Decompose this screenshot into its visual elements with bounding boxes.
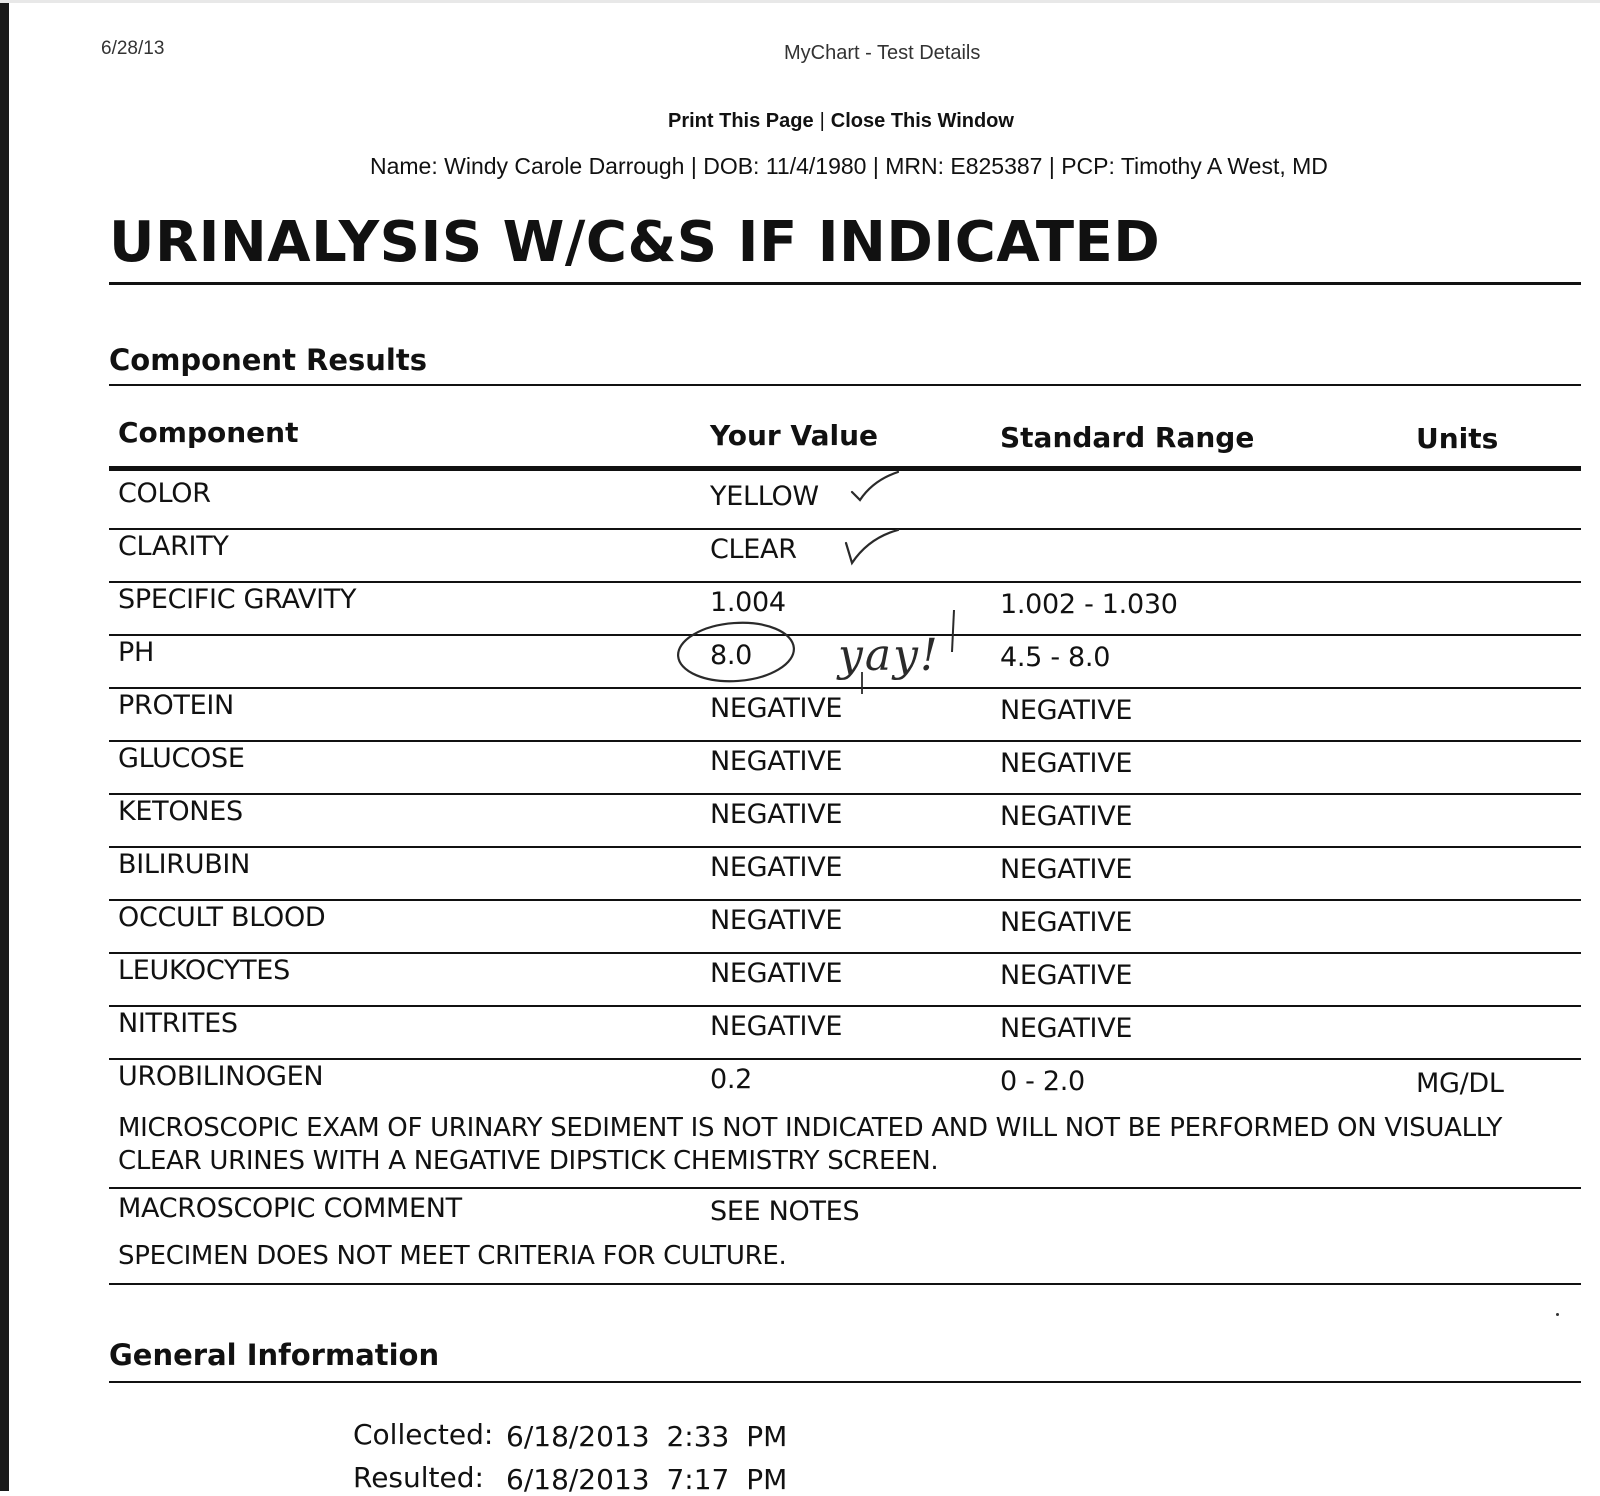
close-window-link[interactable]: Close This Window	[830, 110, 1014, 132]
row-units: MG/DL	[1416, 1068, 1504, 1099]
general-rule	[109, 1381, 1581, 1383]
row-component: CLARITY	[118, 531, 229, 562]
patient-info: Name: Windy Carole Darrough | DOB: 11/4/1980 | MRN: E825387 | PCP: Timothy A West, MD	[370, 153, 1328, 179]
row-value: NEGATIVE	[710, 1011, 843, 1042]
row-value: NEGATIVE	[710, 958, 843, 989]
resulted-label: Resulted:	[353, 1461, 484, 1494]
row-divider	[109, 687, 1581, 689]
row-divider	[109, 1187, 1581, 1189]
scan-edge	[0, 0, 9, 1491]
col-header-range: Standard Range	[1000, 421, 1255, 454]
row-component: PROTEIN	[118, 690, 234, 721]
row-component: OCCULT BLOOD	[118, 902, 326, 933]
print-date: 6/28/13	[101, 38, 165, 59]
row-range: NEGATIVE	[1000, 1013, 1133, 1044]
macroscopic-component: MACROSCOPIC COMMENT	[118, 1193, 462, 1224]
row-divider	[109, 793, 1581, 795]
row-component: KETONES	[118, 796, 243, 827]
row-divider	[109, 581, 1581, 583]
row-component: UROBILINOGEN	[118, 1061, 324, 1092]
row-value: CLEAR	[710, 534, 797, 565]
handwritten-note: yay!	[838, 630, 940, 681]
row-value: YELLOW	[710, 481, 819, 512]
row-divider	[109, 1005, 1581, 1007]
scan-top-edge	[0, 0, 1600, 3]
row-value: 0.2	[710, 1064, 753, 1095]
row-range: 1.002 - 1.030	[1000, 589, 1178, 620]
collected-value: 6/18/2013 2:33 PM	[506, 1420, 788, 1453]
specimen-note: SPECIMEN DOES NOT MEET CRITERIA FOR CULTURE.	[118, 1241, 787, 1271]
row-divider	[109, 846, 1581, 848]
row-value: NEGATIVE	[710, 852, 843, 883]
col-header-component: Component	[118, 416, 299, 449]
page-actions	[668, 110, 1014, 133]
row-value: NEGATIVE	[710, 693, 843, 724]
macroscopic-value: SEE NOTES	[710, 1196, 860, 1227]
row-value: 8.0	[710, 640, 753, 671]
results-end-rule	[109, 1283, 1581, 1285]
collected-label: Collected:	[353, 1418, 494, 1451]
row-range: NEGATIVE	[1000, 907, 1133, 938]
row-range: NEGATIVE	[1000, 801, 1133, 832]
general-information-heading: General Information	[109, 1338, 440, 1372]
row-value: NEGATIVE	[710, 905, 843, 936]
row-divider	[109, 899, 1581, 901]
row-range: NEGATIVE	[1000, 748, 1133, 779]
print-title: MyChart - Test Details	[784, 42, 981, 64]
row-divider	[109, 952, 1581, 954]
header-rule	[109, 466, 1581, 471]
actions-separator: |	[819, 110, 825, 132]
row-divider	[109, 634, 1581, 636]
row-divider	[109, 528, 1581, 530]
print-page-link[interactable]: Print This Page	[668, 110, 814, 132]
row-range: NEGATIVE	[1000, 854, 1133, 885]
row-value: 1.004	[710, 587, 786, 618]
resulted-value: 6/18/2013 7:17 PM	[506, 1463, 788, 1496]
page-title: URINALYSIS W/C&S IF INDICATED	[109, 210, 1161, 275]
component-results-heading: Component Results	[109, 343, 427, 377]
row-component: SPECIFIC GRAVITY	[118, 584, 357, 615]
row-component: BILIRUBIN	[118, 849, 250, 880]
row-component: LEUKOCYTES	[118, 955, 290, 986]
row-divider	[109, 1058, 1581, 1060]
pen-stroke	[952, 610, 954, 652]
row-component: NITRITES	[118, 1008, 238, 1039]
row-range: 0 - 2.0	[1000, 1066, 1085, 1097]
scan-speck	[1556, 1313, 1559, 1316]
section-rule	[109, 384, 1581, 386]
microscopic-note: MICROSCOPIC EXAM OF URINARY SEDIMENT IS NOT INDICATED AND WILL NOT BE PERFORMED ON VISUALLY CLEAR URINES WITH A NEGATIVE DIPSTICK CHEMISTRY SCREEN.	[118, 1113, 1503, 1176]
col-header-units: Units	[1416, 422, 1499, 455]
col-header-value: Your Value	[710, 419, 878, 452]
row-value: NEGATIVE	[710, 746, 843, 777]
checkmark-icon	[852, 472, 898, 500]
row-range: NEGATIVE	[1000, 960, 1133, 991]
row-value: NEGATIVE	[710, 799, 843, 830]
title-rule	[109, 282, 1581, 285]
checkmark-icon	[846, 530, 898, 563]
row-divider	[109, 740, 1581, 742]
row-component: PH	[118, 637, 154, 668]
row-component: COLOR	[118, 478, 211, 509]
row-range: NEGATIVE	[1000, 695, 1133, 726]
row-component: GLUCOSE	[118, 743, 245, 774]
row-range: 4.5 - 8.0	[1000, 642, 1111, 673]
